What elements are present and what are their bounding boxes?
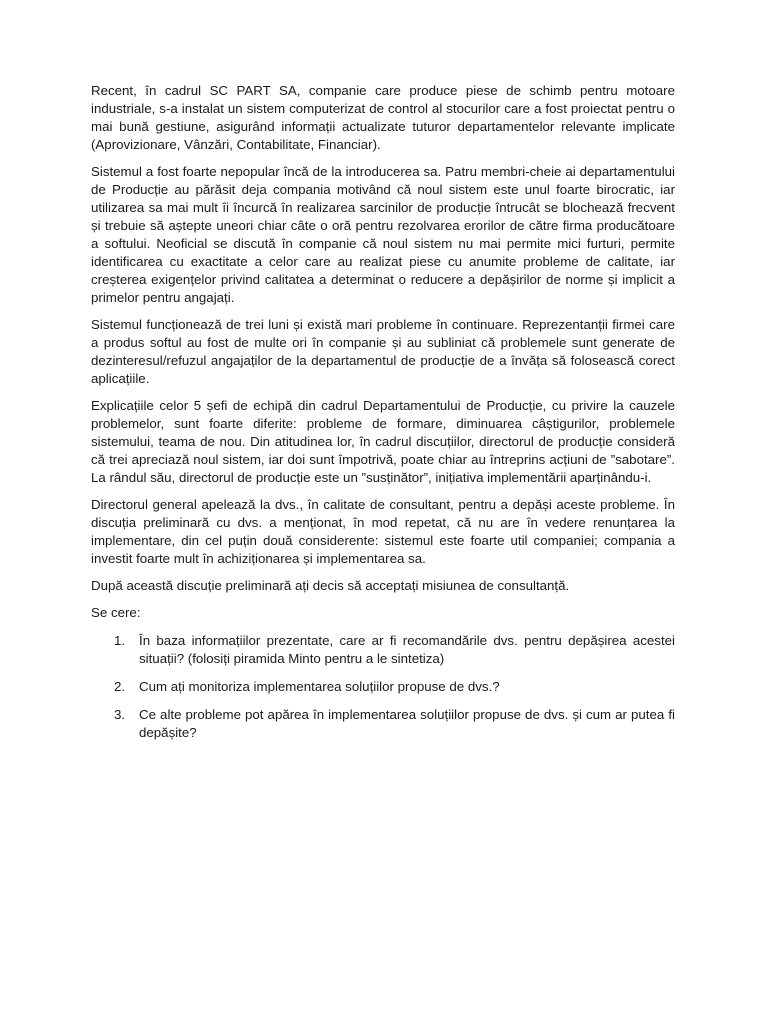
document-page [91, 82, 675, 752]
paragraph-system-unpopular: Sistemul a fost foarte nepopular încă de la introducerea sa. Patru membri-cheie ai departamentului de Producție au părăsit deja compania motivând că noul sistem este unul foarte birocratic, iar utilizarea sa mai mult îi încurcă în realizarea sarcinilor de producție întrucât se blochează frecvent și trebuie să aștepte uneori chiar câte o oră pentru rezolvarea erorilor de către firma producătoare a softului. Neoficial se discută în companie că noul sistem nu mai permite mici furturi, permite identificarea cu exactitate a celor care au realizat piese cu anumite probleme de calitate, iar creșterea exigențelor privind calitatea a determinat o reducere a depășirilor de norme și implicit a primelor pentru angajați. [91, 164, 675, 305]
paragraph-three-months: Sistemul funcționează de trei luni și există mari probleme în continuare. Reprezentanții firmei care a produs softul au fost de multe ori în companie și au subliniat că problemele sunt generate de dezinteresul/refuzul angajaților de la departamentul de producție de a învăța să folosească corect aplicațiile. [91, 317, 675, 386]
question-text: Ce alte probleme pot apărea în implementarea soluțiilor propuse de dvs. și cum ar putea fi depășite? [139, 707, 675, 740]
tasks-label: Se cere: [91, 605, 141, 620]
question-item [91, 706, 675, 742]
questions-list [91, 632, 675, 742]
question-number: 1. [114, 633, 126, 648]
question-item [91, 678, 675, 696]
question-number: 2. [114, 679, 126, 694]
question-number: 3. [114, 707, 126, 722]
paragraph-general-director: Directorul general apelează la dvs., în calitate de consultant, pentru a depăși aceste probleme. În discuția preliminară cu dvs. a menționat, în mod repetat, că nu are în vedere renunțarea la implementare, din cel puțin două considerente: sistemul este foarte util companiei; compania a investit foarte mult în achiziționarea și implementarea sa. [91, 497, 675, 566]
question-text: În baza informațiilor prezentate, care ar fi recomandările dvs. pentru depășirea acestei situații? (folosiți piramida Minto pentru a le sintetiza) [139, 633, 675, 666]
question-text: Cum ați monitoriza implementarea soluțiilor propuse de dvs.? [139, 679, 500, 694]
question-item [91, 632, 675, 668]
paragraph-intro: Recent, în cadrul SC PART SA, companie care produce piese de schimb pentru motoare industriale, s-a instalat un sistem computerizat de control al stocurilor care a fost proiectat pentru o mai bună gestiune, asigurând informații actualizate tuturor departamentelor relevante implicate (Aprovizionare, Vânzări, Contabilitate, Financiar). [91, 83, 675, 152]
paragraph-team-leaders: Explicațiile celor 5 șefi de echipă din cadrul Departamentului de Producție, cu privire la cauzele problemelor, sunt foarte diferite: probleme de formare, diminuarea câștigurilor, problemele sistemului, teama de nou. Din atitudinea lor, în cadrul discuțiilor, directorul de producție consideră că trei apreciază noul sistem, iar doi sunt împotrivă, poate chiar au întreprins acțiuni de ”sabotare”. La rândul său, directorul de producție este un ”susținător”, inițiativa implementării aparținându-i. [91, 398, 675, 485]
paragraph-decision: După această discuție preliminară ați decis să acceptați misiunea de consultanță. [91, 578, 570, 593]
